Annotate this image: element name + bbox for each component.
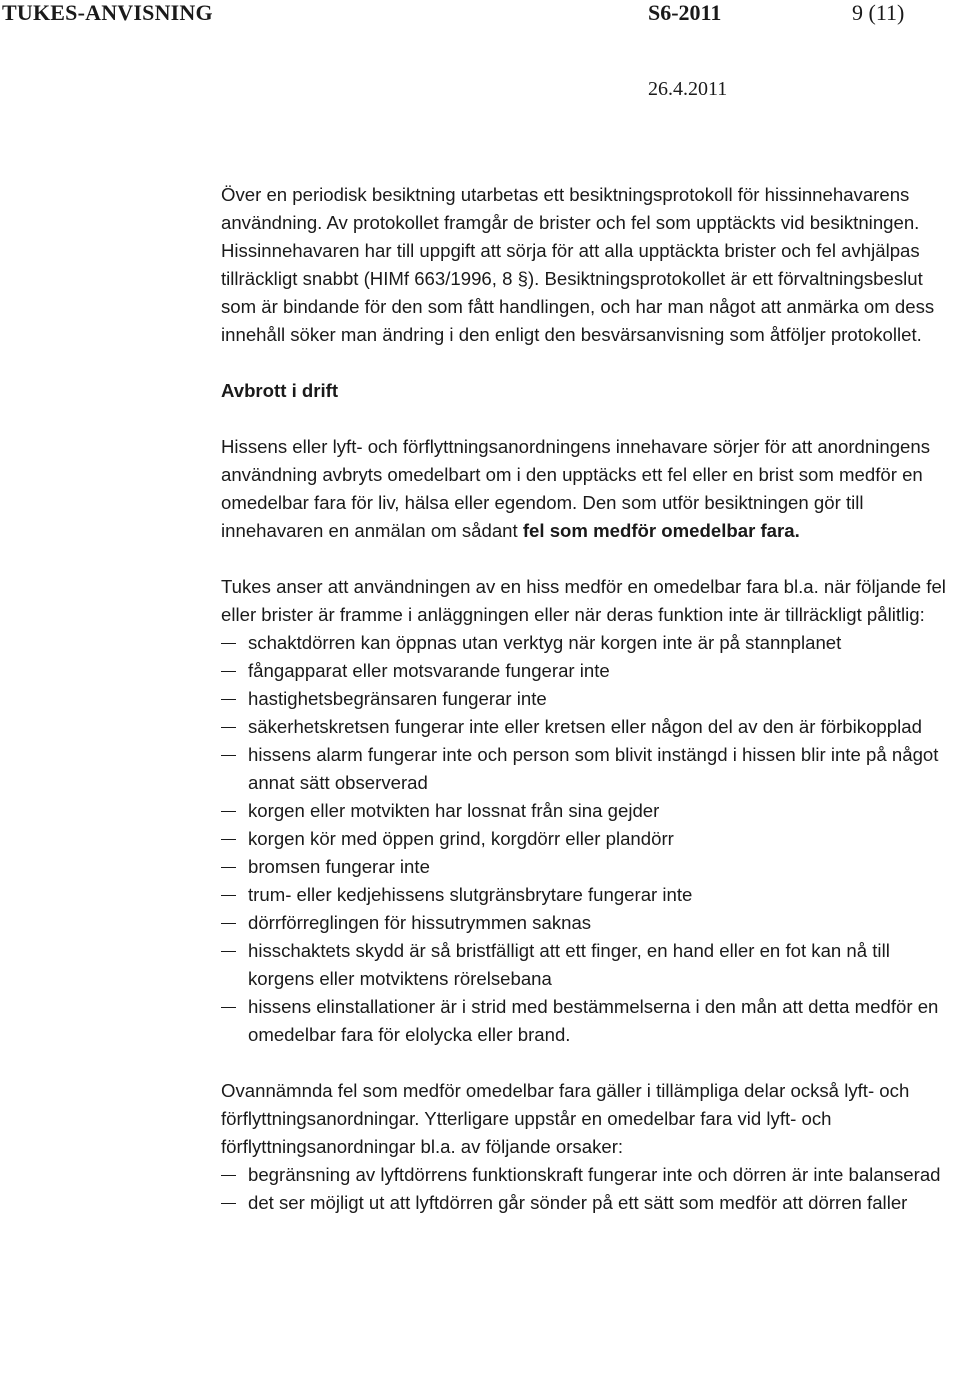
document-body bbox=[221, 181, 960, 1217]
list-item: hastighetsbegränsaren fungerar inte bbox=[221, 685, 960, 713]
list-item: begränsning av lyftdörrens funktionskraft fungerar inte och dörren är inte balanserad bbox=[221, 1161, 960, 1189]
paragraph-text: Hissens eller lyft- och förflyttningsanordningens innehavare sörjer för att anordningens användning avbryts omedelbart om i den upptäcks ett fel eller en brist som medför en omedelbar fara för liv, hälsa eller egendom. Den som utför besiktningen gör till innehavaren en anmälan om sådant bbox=[221, 436, 931, 541]
list-item: säkerhetskretsen fungerar inte eller kretsen eller någon del av den är förbikopplad bbox=[221, 713, 960, 741]
list-item: det ser möjligt ut att lyftdörren går sönder på ett sätt som medför att dörren faller bbox=[221, 1189, 960, 1217]
paragraph-lifting-devices: Ovannämnda fel som medför omedelbar fara gäller i tillämpliga delar också lyft- och förflyttningsanordningar. Ytterligare uppstår en omedelbar fara vid lyft- och förflyttningsanordningar bl.a. av följande orsaker: bbox=[221, 1080, 910, 1157]
list-item: bromsen fungerar inte bbox=[221, 853, 960, 881]
list-item: korgen eller motvikten har lossnat från sina gejder bbox=[221, 797, 960, 825]
list-item: hissens elinstallationer är i strid med bestämmelserna i den mån att detta medför en omedelbar fara för elolycka eller brand. bbox=[221, 993, 960, 1049]
list-item: hissens alarm fungerar inte och person som blivit instängd i hissen blir inte på något annat sätt observerad bbox=[221, 741, 960, 797]
bold-emphasis: fel som medför omedelbar fara bbox=[522, 520, 795, 541]
section-heading: Avbrott i drift bbox=[221, 380, 339, 401]
page-header bbox=[0, 0, 960, 40]
list-item: fångapparat eller motsvarande fungerar inte bbox=[221, 657, 960, 685]
document-date: 26.4.2011 bbox=[648, 78, 728, 100]
bold-period: . bbox=[794, 520, 800, 541]
danger-list-lifting-devices bbox=[221, 1161, 960, 1217]
page-number: 9 (11) bbox=[852, 0, 905, 25]
list-item: hisschaktets skydd är så bristfälligt att ett finger, en hand eller en fot kan nå till korgens eller motviktens rörelsebana bbox=[221, 937, 960, 993]
list-item: schaktdörren kan öppnas utan verktyg när korgen inte är på stannplanet bbox=[221, 629, 960, 657]
paragraph-tukes-opinion: Tukes anser att användningen av en hiss medför en omedelbar fara bl.a. när följande fel eller brister är framme i anläggningen eller när deras funktion inte är tillräckligt pålitlig: bbox=[221, 576, 946, 625]
paragraph-inspection-protocol: Över en periodisk besiktning utarbetas ett besiktningsprotokoll för hissinnehavarens användning. Av protokollet framgår de brister och fel som upptäckts vid besiktningen. Hissinnehavaren har till uppgift att sörja för att alla upptäckta brister och fel avhjälpas tillräckligt snabbt (HIMf 663/1996, 8 §). Besiktningsprotokollet är ett förvaltningsbeslut som är bindande för den som fått handlingen, och har man något att anmärka om dess innehåll söker man ändring i den enligt den besvärsanvisning som åtföljer protokollet. bbox=[221, 184, 935, 345]
danger-list-elevators bbox=[221, 629, 960, 1049]
list-item: korgen kör med öppen grind, korgdörr eller plandörr bbox=[221, 825, 960, 853]
list-item: dörrförreglingen för hissutrymmen saknas bbox=[221, 909, 960, 937]
list-item: trum- eller kedjehissens slutgränsbrytare fungerar inte bbox=[221, 881, 960, 909]
document-code: S6-2011 bbox=[648, 0, 722, 25]
paragraph-interruption bbox=[221, 433, 960, 545]
document-title: TUKES-ANVISNING bbox=[2, 0, 213, 25]
